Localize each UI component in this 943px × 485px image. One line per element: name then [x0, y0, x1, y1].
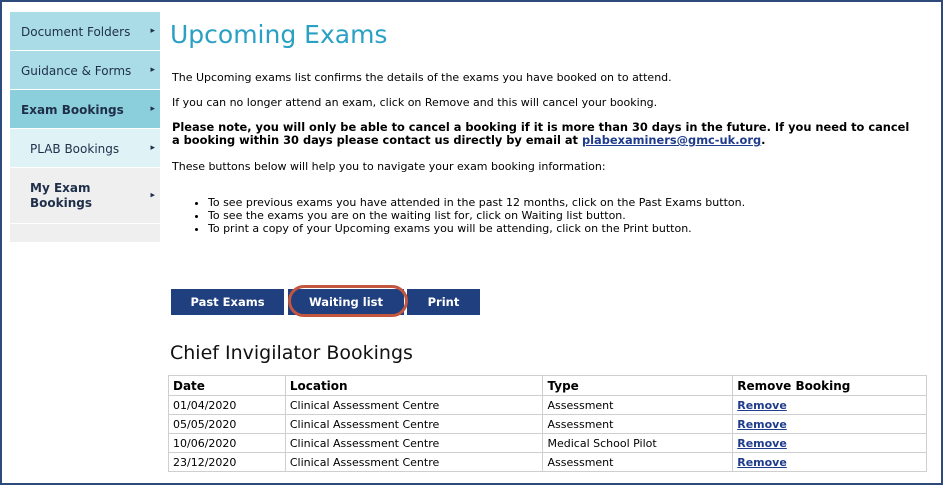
chevron-right-icon: ▸	[150, 104, 155, 114]
column-header-date: Date	[169, 376, 286, 396]
sidebar-item-label: My Exam Bookings	[30, 181, 93, 210]
cell-type: Medical School Pilot	[543, 434, 733, 453]
chevron-right-icon: ▸	[150, 143, 155, 153]
remove-link[interactable]: Remove	[733, 434, 927, 453]
print-button[interactable]: Print	[407, 289, 480, 315]
sidebar-item-label: Document Folders	[21, 25, 131, 39]
notice-end: .	[761, 133, 766, 147]
column-header-location: Location	[285, 376, 543, 396]
intro-text: The Upcoming exams list confirms the details of the exams you have booked on to attend.	[172, 71, 672, 84]
remove-link[interactable]: Remove	[733, 453, 927, 472]
cell-type: Assessment	[543, 396, 733, 415]
sidebar-item-my-exam-bookings[interactable]	[10, 168, 160, 224]
cell-date: 23/12/2020	[169, 453, 286, 472]
section-title: Chief Invigilator Bookings	[170, 342, 413, 364]
navigation-help-text: These buttons below will help you to navigate your exam booking information:	[172, 160, 606, 173]
cell-type: Assessment	[543, 453, 733, 472]
notice-line-2: a booking within 30 days please contact us directly by email at	[172, 133, 579, 147]
sidebar-item-label: Exam Bookings	[21, 103, 124, 117]
cell-location: Clinical Assessment Centre	[285, 415, 543, 434]
waiting-list-button[interactable]: Waiting list	[288, 289, 404, 315]
list-item: • To print a copy of your Upcoming exams you will be attending, click on the Print button.	[208, 222, 745, 235]
cell-type: Assessment	[543, 415, 733, 434]
table-row	[169, 453, 927, 472]
sidebar-item-label: Guidance & Forms	[21, 64, 132, 78]
cell-location: Clinical Assessment Centre	[285, 434, 543, 453]
cell-date: 01/04/2020	[169, 396, 286, 415]
table-row	[169, 396, 927, 415]
bookings-table	[168, 375, 927, 472]
column-header-type: Type	[543, 376, 733, 396]
sidebar-spacer	[10, 224, 160, 242]
cancellation-notice	[172, 121, 909, 147]
remove-link[interactable]: Remove	[733, 396, 927, 415]
table-row	[169, 415, 927, 434]
sidebar-item-label: PLAB Bookings	[30, 142, 120, 156]
list-item: • To see previous exams you have attended in the past 12 months, click on the Past Exams button.	[208, 196, 745, 209]
cell-location: Clinical Assessment Centre	[285, 453, 543, 472]
chevron-right-icon: ▸	[150, 26, 155, 36]
past-exams-button[interactable]: Past Exams	[171, 289, 284, 315]
sidebar-item-exam-bookings[interactable]	[10, 90, 160, 129]
cell-location: Clinical Assessment Centre	[285, 396, 543, 415]
chevron-right-icon: ▸	[150, 190, 155, 200]
remove-instructions: If you can no longer attend an exam, click on Remove and this will cancel your booking.	[172, 96, 658, 109]
list-item: • To see the exams you are on the waiting list for, click on Waiting list button.	[208, 209, 745, 222]
remove-link[interactable]: Remove	[733, 415, 927, 434]
table-row	[169, 434, 927, 453]
sidebar-item-plab-bookings[interactable]	[10, 129, 160, 168]
notice-line-1: Please note, you will only be able to cancel a booking if it is more than 30 days in the future. If you need to cancel	[172, 120, 910, 134]
help-bullet-list	[192, 196, 745, 235]
sidebar-item-document-folders[interactable]	[10, 12, 160, 51]
page-title: Upcoming Exams	[170, 20, 388, 49]
contact-email-link[interactable]: plabexaminers@gmc-uk.org	[581, 133, 762, 147]
column-header-remove-booking: Remove Booking	[733, 376, 927, 396]
chevron-right-icon: ▸	[150, 65, 155, 75]
cell-date: 05/05/2020	[169, 415, 286, 434]
table-header-row	[169, 376, 927, 396]
sidebar-item-guidance-forms[interactable]	[10, 51, 160, 90]
cell-date: 10/06/2020	[169, 434, 286, 453]
sidebar	[10, 12, 160, 242]
